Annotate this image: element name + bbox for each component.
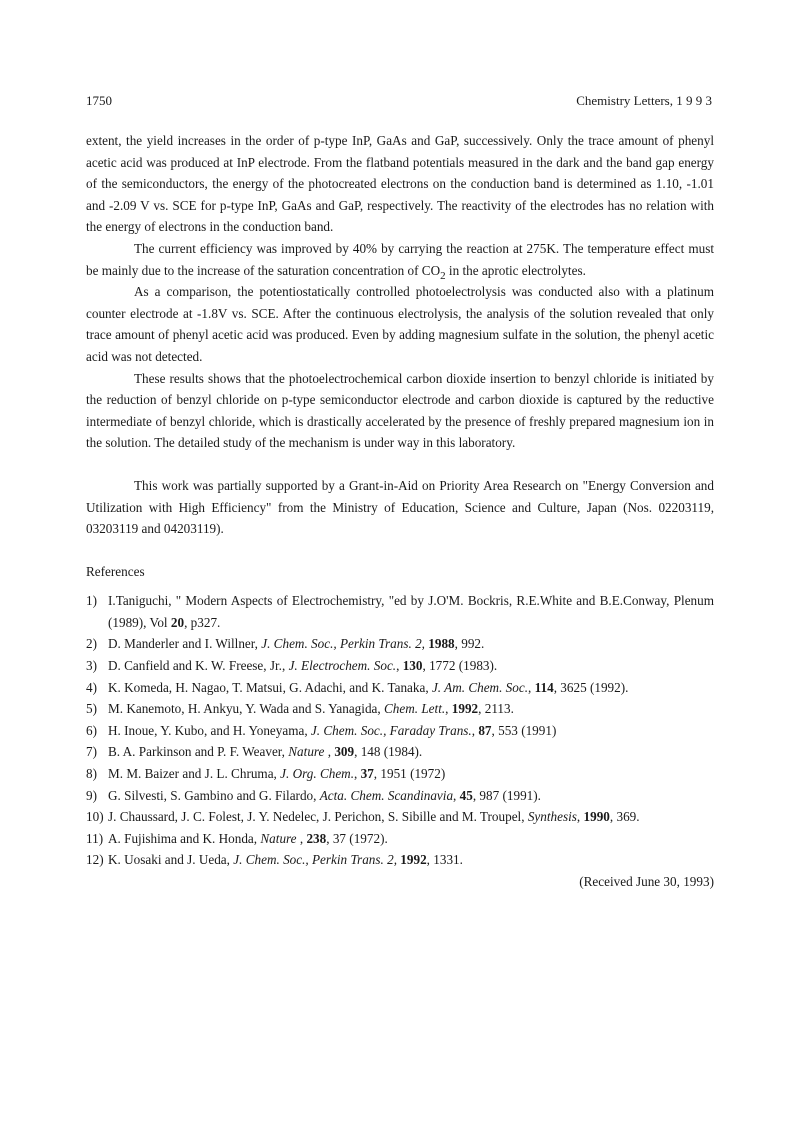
text-run: , [576, 809, 584, 825]
text-run: , 992. [454, 636, 485, 652]
text-run: , 3625 (1992). [553, 679, 629, 695]
acknowledgment [86, 475, 714, 540]
reference-number: 3) [86, 658, 97, 674]
text-run: G. Silvesti, S. Gambino and G. Filardo, [108, 787, 320, 803]
text-run: extent, the yield increases in the order of p-type InP, GaAs and GaP, successively. Only the trace amount of phenyl acetic acid was produced at InP electrode. From the flatband potentials measured in the dark and the band gap energy of the semiconductors, the energy of the photocreated electrons on the conduction band is determined as 1.10, -1.01 and -2.09 V vs. SCE for p-type InP, GaAs and GaP, respectively. The reactivity of the electrodes has no relation with the energy of electrons in the conduction band. [86, 133, 714, 235]
text-run: H. Inoue, Y. Kubo, and H. Yoneyama, [108, 722, 311, 738]
text-run: K. Uosaki and J. Ueda, [108, 852, 234, 868]
text-run: As a comparison, the potentiostatically controlled photoelectrolysis was conducted also with a platinum counter electrode at -1.8V vs. SCE. After the continuous electrolysis, the analysis of the solution revealed that only trace amount of phenyl acetic acid was produced. Even by adding magnesium sulfate in the solution, the phenyl acetic acid was not detected. [86, 284, 714, 364]
page-number: 1750 [86, 93, 112, 108]
journal-title: Chemistry Letters, 1 9 9 3 [576, 93, 712, 108]
body-paragraph [86, 368, 714, 454]
reference-item [86, 849, 714, 871]
reference-item [86, 806, 714, 828]
text-run: in the aprotic electrolytes. [445, 262, 586, 278]
text-run: , [453, 787, 460, 803]
references-heading: References [86, 563, 145, 579]
reference-number: 7) [86, 744, 97, 760]
text-run: M. Kanemoto, H. Ankyu, Y. Wada and S. Yanagida, [108, 701, 384, 717]
italic-text: J. Am. Chem. Soc. [431, 679, 529, 695]
text-run: A. Fujishima and K. Honda, [108, 830, 261, 846]
bold-text: 238 [306, 830, 327, 846]
reference-item [86, 785, 714, 807]
italic-text: J. Chem. Soc., Perkin Trans. 2, [261, 636, 425, 652]
bold-text: 1988 [428, 636, 455, 652]
text-run: , 369. [609, 809, 640, 825]
bold-text: 114 [534, 679, 554, 695]
reference-number: 1) [86, 593, 97, 609]
text-run: , [445, 701, 452, 717]
reference-number: 12) [86, 852, 104, 868]
text-run: , 553 (1991) [491, 722, 557, 738]
text-run: , 1951 (1972) [373, 766, 446, 782]
body-paragraph [86, 130, 714, 238]
bold-text: 309 [334, 744, 355, 760]
reference-number: 6) [86, 722, 97, 738]
text-run: I.Taniguchi, " Modern Aspects of Electrochemistry, "ed by J.O'M. Bockris, R.E.White and B.E.Conway, Plenum (1989), Vol [108, 593, 714, 630]
text-run: , 1331. [426, 852, 463, 868]
text-run: , [396, 658, 403, 674]
text-run: , [354, 766, 361, 782]
body-paragraph [86, 281, 714, 367]
bold-text: 87 [478, 722, 492, 738]
italic-text: Chem. Lett. [383, 701, 446, 717]
text-run: , 987 (1991). [472, 787, 541, 803]
body-text [86, 130, 714, 454]
reference-item [86, 590, 714, 633]
text-run: , [324, 744, 335, 760]
article-body [86, 130, 714, 893]
received-date: (Received June 30, 1993) [579, 874, 714, 889]
reference-item [86, 677, 714, 699]
italic-text: Nature [288, 744, 325, 760]
reference-item [86, 741, 714, 763]
bold-text: 1992 [451, 701, 479, 717]
reference-number: 8) [86, 766, 97, 782]
reference-item [86, 828, 714, 850]
italic-text: J. Chem. Soc., Perkin Trans. 2, [233, 852, 397, 868]
bold-text: 130 [402, 658, 423, 674]
bold-text: 20 [170, 614, 185, 630]
reference-item [86, 633, 714, 655]
bold-text: 1990 [583, 809, 610, 825]
text-run: These results shows that the photoelectrochemical carbon dioxide insertion to benzyl chloride is initiated by the reduction of benzyl chloride on p-type semiconductor electrode and carbon dioxide is captured by the reductive intermediate of benzyl chloride, which is drastically accelerated by the presence of freshly prepared magnesium ion in the solution. The detailed study of the mechanism is under way in this laboratory. [86, 370, 714, 451]
text-run: K. Komeda, H. Nagao, T. Matsui, G. Adachi, and K. Tanaka, [108, 679, 432, 695]
reference-number: 5) [86, 701, 97, 717]
reference-item [86, 698, 714, 720]
text-run: M. M. Baizer and J. L. Chruma, [108, 766, 281, 782]
reference-number: 10) [86, 809, 104, 825]
reference-item [86, 720, 714, 742]
text-run: , 148 (1984). [354, 744, 423, 760]
reference-item [86, 655, 714, 677]
text-run: The current efficiency was improved by 40% by carrying the reaction at 275K. The temperature effect must be mainly due to the increase of the saturation concentration of CO [86, 240, 714, 278]
italic-text: J. Chem. Soc., Faraday Trans. [310, 722, 472, 738]
text-run: This work was partially supported by a Grant-in-Aid on Priority Area Research on "Energy Conversion and Utilization with High Efficiency" from the Ministry of Education, Science and Culture, Japan (Nos. 02203119, 03203119 and 04203119). [86, 477, 714, 537]
subscript: 2 [440, 269, 446, 282]
reference-item [86, 763, 714, 785]
italic-text: Synthesis [527, 809, 577, 825]
text-run: , 37 (1972). [326, 830, 388, 846]
text-run: B. A. Parkinson and P. F. Weaver, [108, 744, 289, 760]
italic-text: Nature [260, 830, 297, 846]
bold-text: 37 [360, 766, 374, 782]
body-paragraph [86, 238, 714, 281]
reference-number: 11) [86, 830, 104, 846]
text-run: J. Chaussard, J. C. Folest, J. Y. Nedelec, J. Perichon, S. Sibille and M. Troupel, [108, 809, 528, 825]
italic-text: J. Electrochem. Soc. [288, 658, 397, 674]
reference-number: 9) [86, 787, 97, 803]
page-header [86, 92, 712, 110]
reference-number: 2) [86, 636, 97, 652]
text-run: , 2113. [478, 701, 514, 717]
reference-number: 4) [86, 679, 97, 695]
italic-text: J. Org. Chem. [280, 766, 355, 782]
text-run: D. Canfield and K. W. Freese, Jr., [108, 658, 289, 674]
text-run: , p327. [184, 614, 221, 630]
reference-list [86, 590, 714, 871]
italic-text: Acta. Chem. Scandinavia [319, 787, 454, 803]
text-run: , [471, 722, 479, 738]
text-run: , [296, 830, 307, 846]
text-run: D. Manderler and I. Willner, [108, 636, 262, 652]
text-run: , [528, 679, 535, 695]
text-run: , 1772 (1983). [422, 658, 498, 674]
bold-text: 1992 [400, 852, 427, 868]
bold-text: 45 [459, 787, 473, 803]
